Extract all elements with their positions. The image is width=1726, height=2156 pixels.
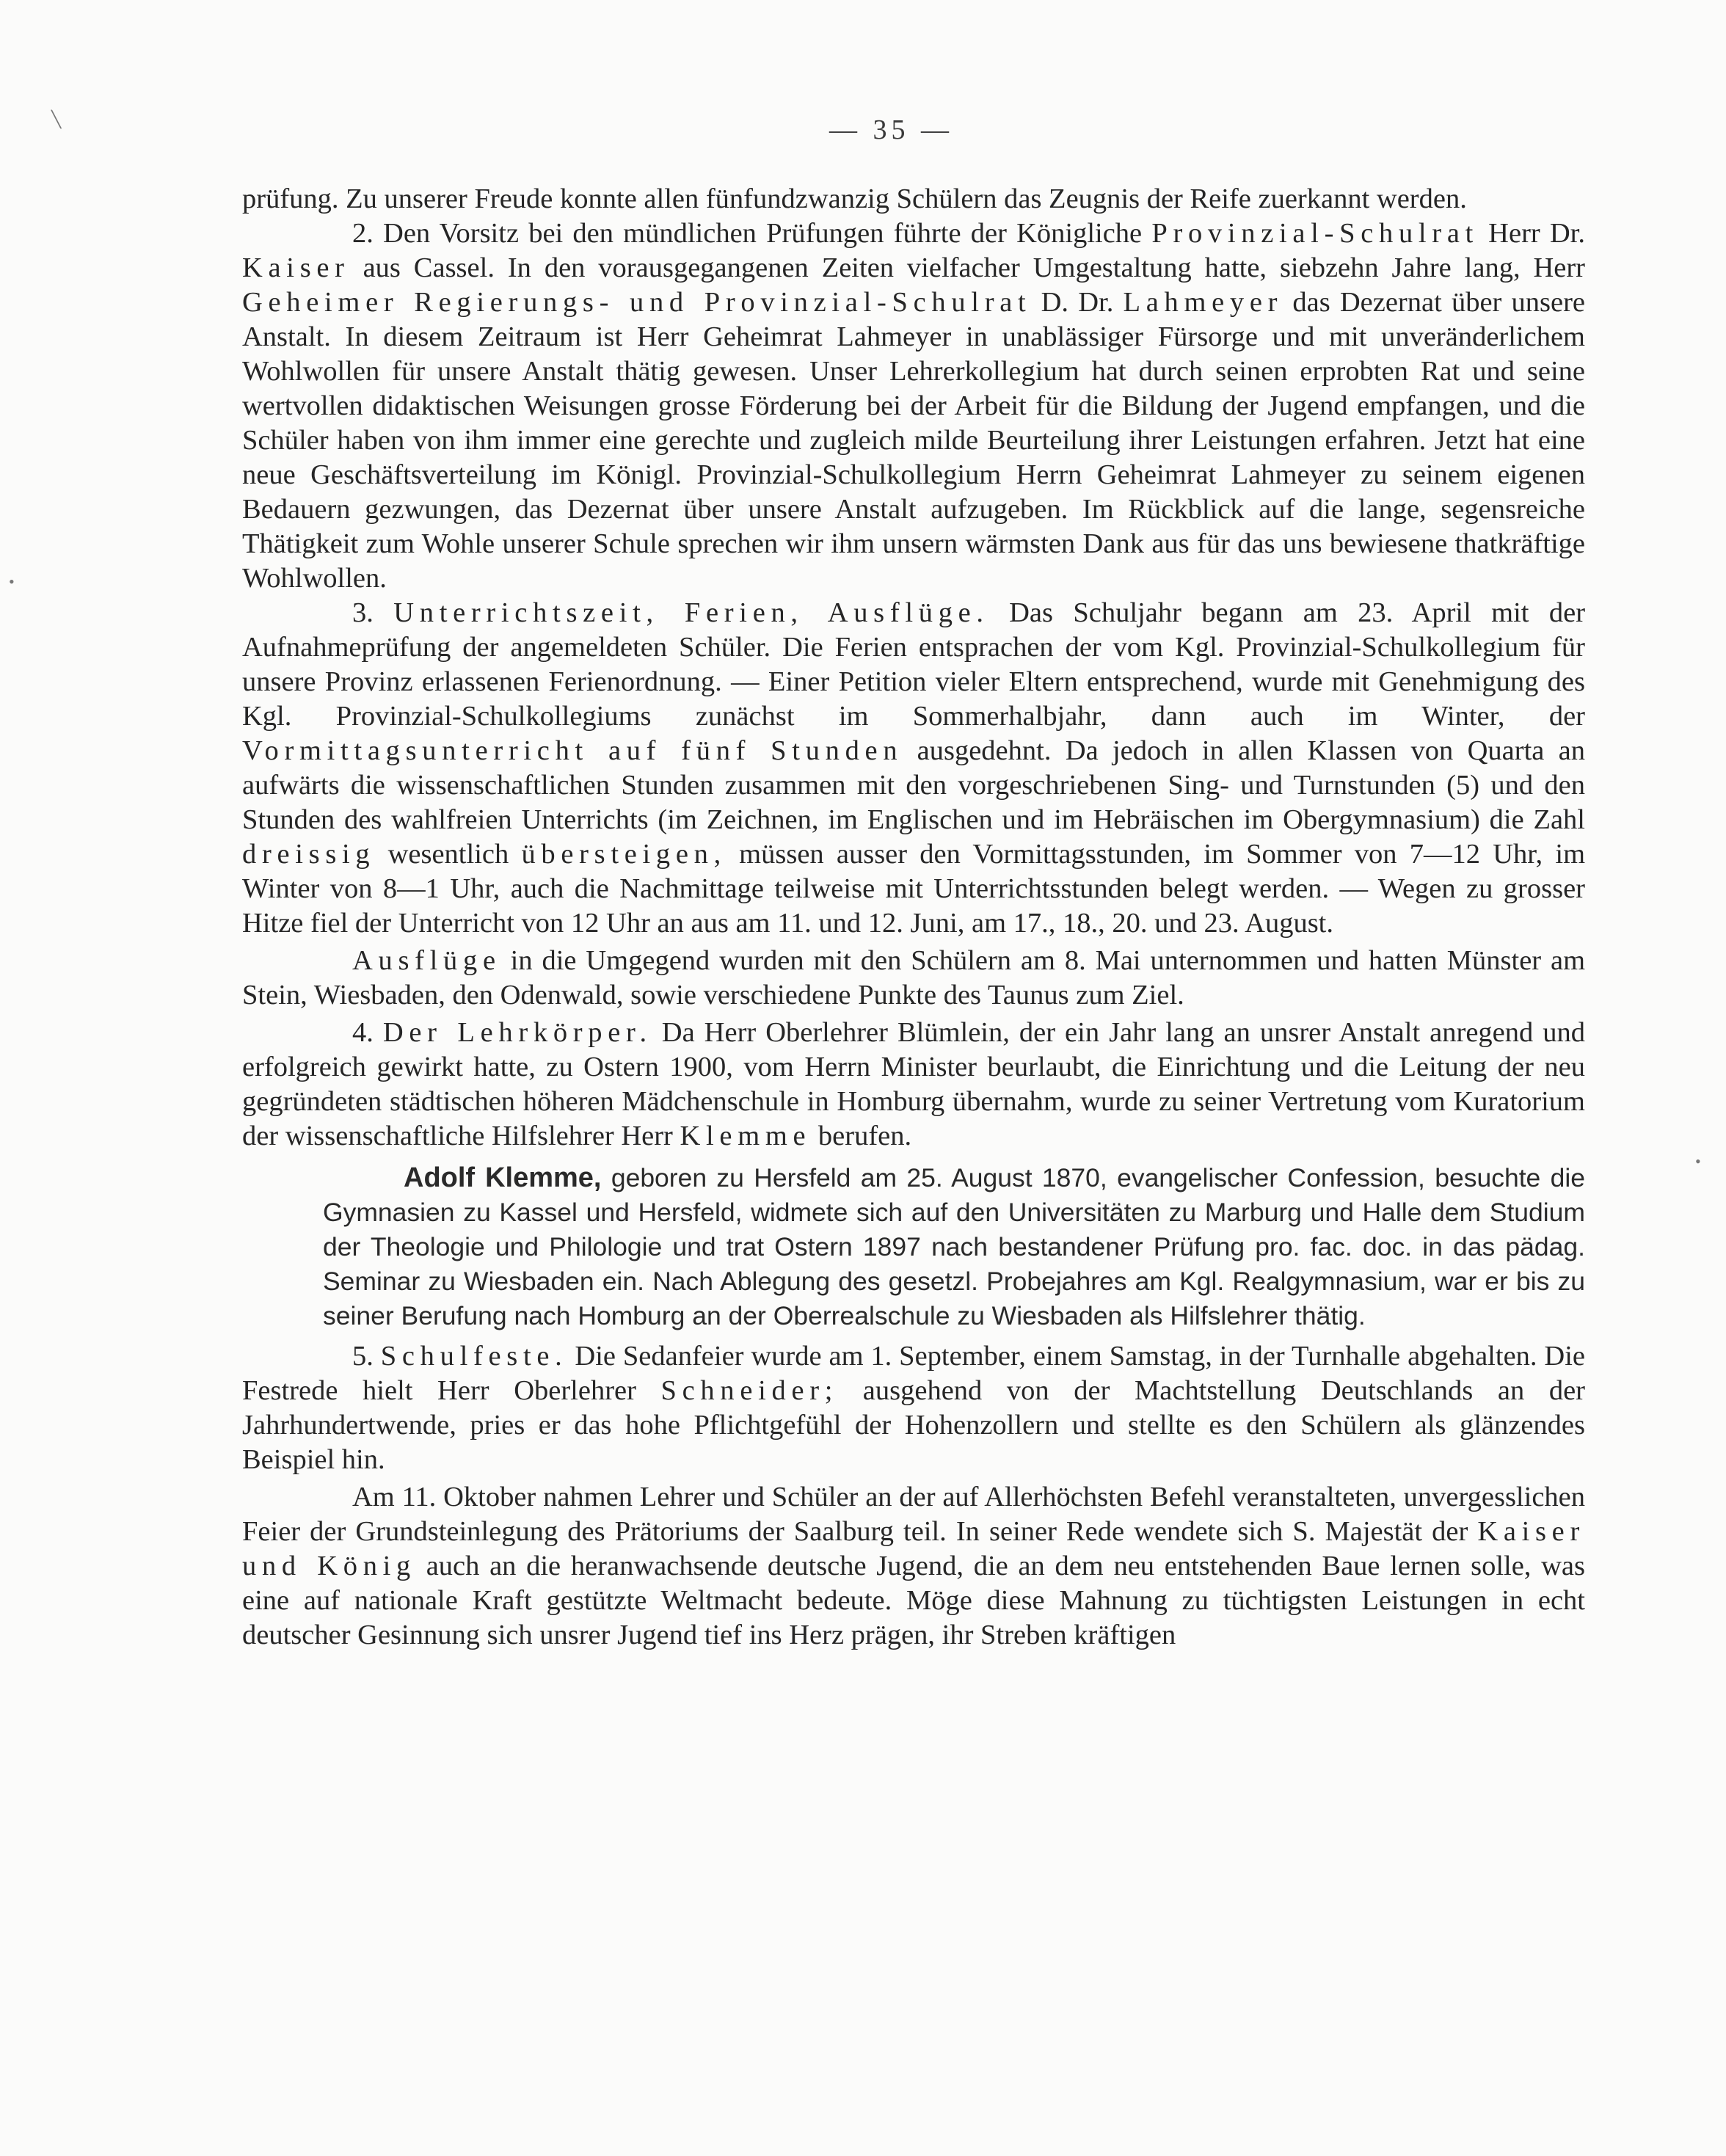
paragraph-5: 5. Schulfeste. Die Sedanfeier wurde am 1. September, einem Samstag, in der Turnhalle abgehalten. Die Festrede hielt Herr Oberlehrer Schneider; ausgehend von der Machtstellung Deutschlands an der Jahrhundertwende, pries er das hohe Pflichtgefühl der Hohenzollern und stellte es den Schülern als glänzendes Beispiel hin. — [242, 1341, 1586, 1475]
paragraph-2: 2. Den Vorsitz bei den mündlichen Prüfungen führte der Königliche Provinzial-Schulrat Herr Dr. Kaiser aus Cassel. In den vorausgegangenen Zeiten vielfacher Umgestaltung hatte, siebzehn Jahre lang, Herr Geheimer Regierungs- und Provinzial-Schulrat D. Dr. Lahmeyer das Dezernat über unsere Anstalt. In diesem Zeitraum ist Herr Geheimrat Lahmeyer in unablässiger Fürsorge und mit unveränderlichem Wohlwollen für unsere Anstalt thätig gewesen. Unser Lehrerkollegium hat durch seinen erprobten Rat und seine wertvollen didaktischen Weisungen grosse Förderung bei der Arbeit für die Bildung der Jugend empfangen, und die Schüler haben von ihm immer eine gerechte und zugleich milde Beurteilung ihrer Leistungen erfahren. Jetzt hat eine neue Geschäftsverteilung im Königl. Provinzial-Schulkollegium Herrn Geheimrat Lahmeyer zu seinem eigenen Bedauern gezwungen, das Dezernat über unsere Anstalt aufzugeben. Im Rückblick auf die lange, segensreiche Thätigkeit zum Wohle unserer Schule sprechen wir ihm unsern wärmsten Dank aus für das uns bewiesene thatkräftige Wohlwollen. — [242, 218, 1586, 594]
page-number: — 35 — — [829, 114, 953, 145]
scan-dot: • — [1695, 1152, 1701, 1170]
paragraph-1: prüfung. Zu unserer Freude konnte allen fünfundzwanzig Schülern das Zeugnis der Reife zuerkannt werden. — [242, 183, 1467, 214]
document-body — [242, 182, 1585, 1653]
scan-mark: ╲ — [51, 110, 62, 128]
paragraph-6: Am 11. Oktober nahmen Lehrer und Schüler an der auf Allerhöchsten Befehl veranstalteten, unvergesslichen Feier der Grundsteinlegung des Prätoriums der Saalburg teil. In seiner Rede wendete sich S. Majestät der Kaiser und König auch an die heranwachsende deutsche Jugend, die an dem neu entstehenden Baue lernen solle, was eine auf nationale Kraft gestützte Weltmacht bedeute. Möge diese Mahnung zu tüchtigsten Leistungen in echt deutscher Gesinnung sich unsrer Jugend tief ins Herz prägen, ihr Streben kräftigen — [242, 1482, 1585, 1650]
paragraph-excursions: Ausflüge in die Umgegend wurden mit den Schülern am 8. Mai unternommen und hatten Münster am Stein, Wiesbaden, den Odenwald, sowie verschiedene Punkte des Taunus zum Ziel. — [242, 945, 1586, 1010]
bio-name: Adolf Klemme, — [404, 1162, 602, 1193]
paragraph-3: 3. Unterrichtszeit, Ferien, Ausflüge. Das Schuljahr begann am 23. April mit der Aufnahmeprüfung der angemeldeten Schüler. Die Ferien entsprachen der vom Kgl. Provinzial-Schulkollegium für unsere Provinz erlassenen Ferienordnung. — Einer Petition vieler Eltern entsprechend, wurde mit Genehmigung des Kgl. Provinzial-Schulkollegiums zunächst im Sommerhalbjahr, dann auch im Winter, der Vormittagsunterricht auf fünf Stunden ausgedehnt. Da jedoch in allen Klassen von Quarta an aufwärts die wissenschaftlichen Stunden zusammen mit den vorgeschriebenen Sing- und Turnstunden (5) und den Stunden des wahlfreien Unterrichts (im Zeichnen, im Englischen und im Hebräischen im Obergymnasium) die Zahl dreissig wesentlich übersteigen, müssen ausser den Vormittagsstunden, im Sommer von 7—12 Uhr, im Winter von 8—1 Uhr, auch die Nachmittage teilweise mit Unterrichtsstunden belegt werden. — Wegen zu grosser Hitze fiel der Unterricht von 12 Uhr an aus am 11. und 12. Juni, am 17., 18., 20. und 23. August. — [242, 597, 1586, 939]
paragraph-4: 4. Der Lehrkörper. Da Herr Oberlehrer Blümlein, der ein Jahr lang an unsrer Anstalt anregend und erfolgreich gewirkt hatte, zu Ostern 1900, vom Herrn Minister beurlaubt, die Einrichtung und die Leitung der neu gegründeten städtischen höheren Mädchenschule in Homburg übernahm, wurde zu seiner Vertretung vom Kuratorium der wissenschaftliche Hilfslehrer Herr Klemme berufen. — [242, 1017, 1586, 1151]
scan-dot: • — [9, 572, 15, 591]
biography: Adolf Klemme, geboren zu Hersfeld am 25. August 1870, evangelischer Confession, besuchte die Gymnasien zu Kassel und Hersfeld, widmete sich auf den Universitäten zu Marburg und Halle dem Studium der Theologie und Philologie und trat Ostern 1897 nach bestandener Prüfung pro. fac. doc. in das pädag. Seminar zu Wiesbaden ein. Nach Ablegung des gesetzl. Probejahres am Kgl. Realgymnasium, war er bis zu seiner Berufung nach Homburg an der Oberrealschule zu Wiesbaden als Hilfslehrer thätig. — [323, 1162, 1585, 1330]
